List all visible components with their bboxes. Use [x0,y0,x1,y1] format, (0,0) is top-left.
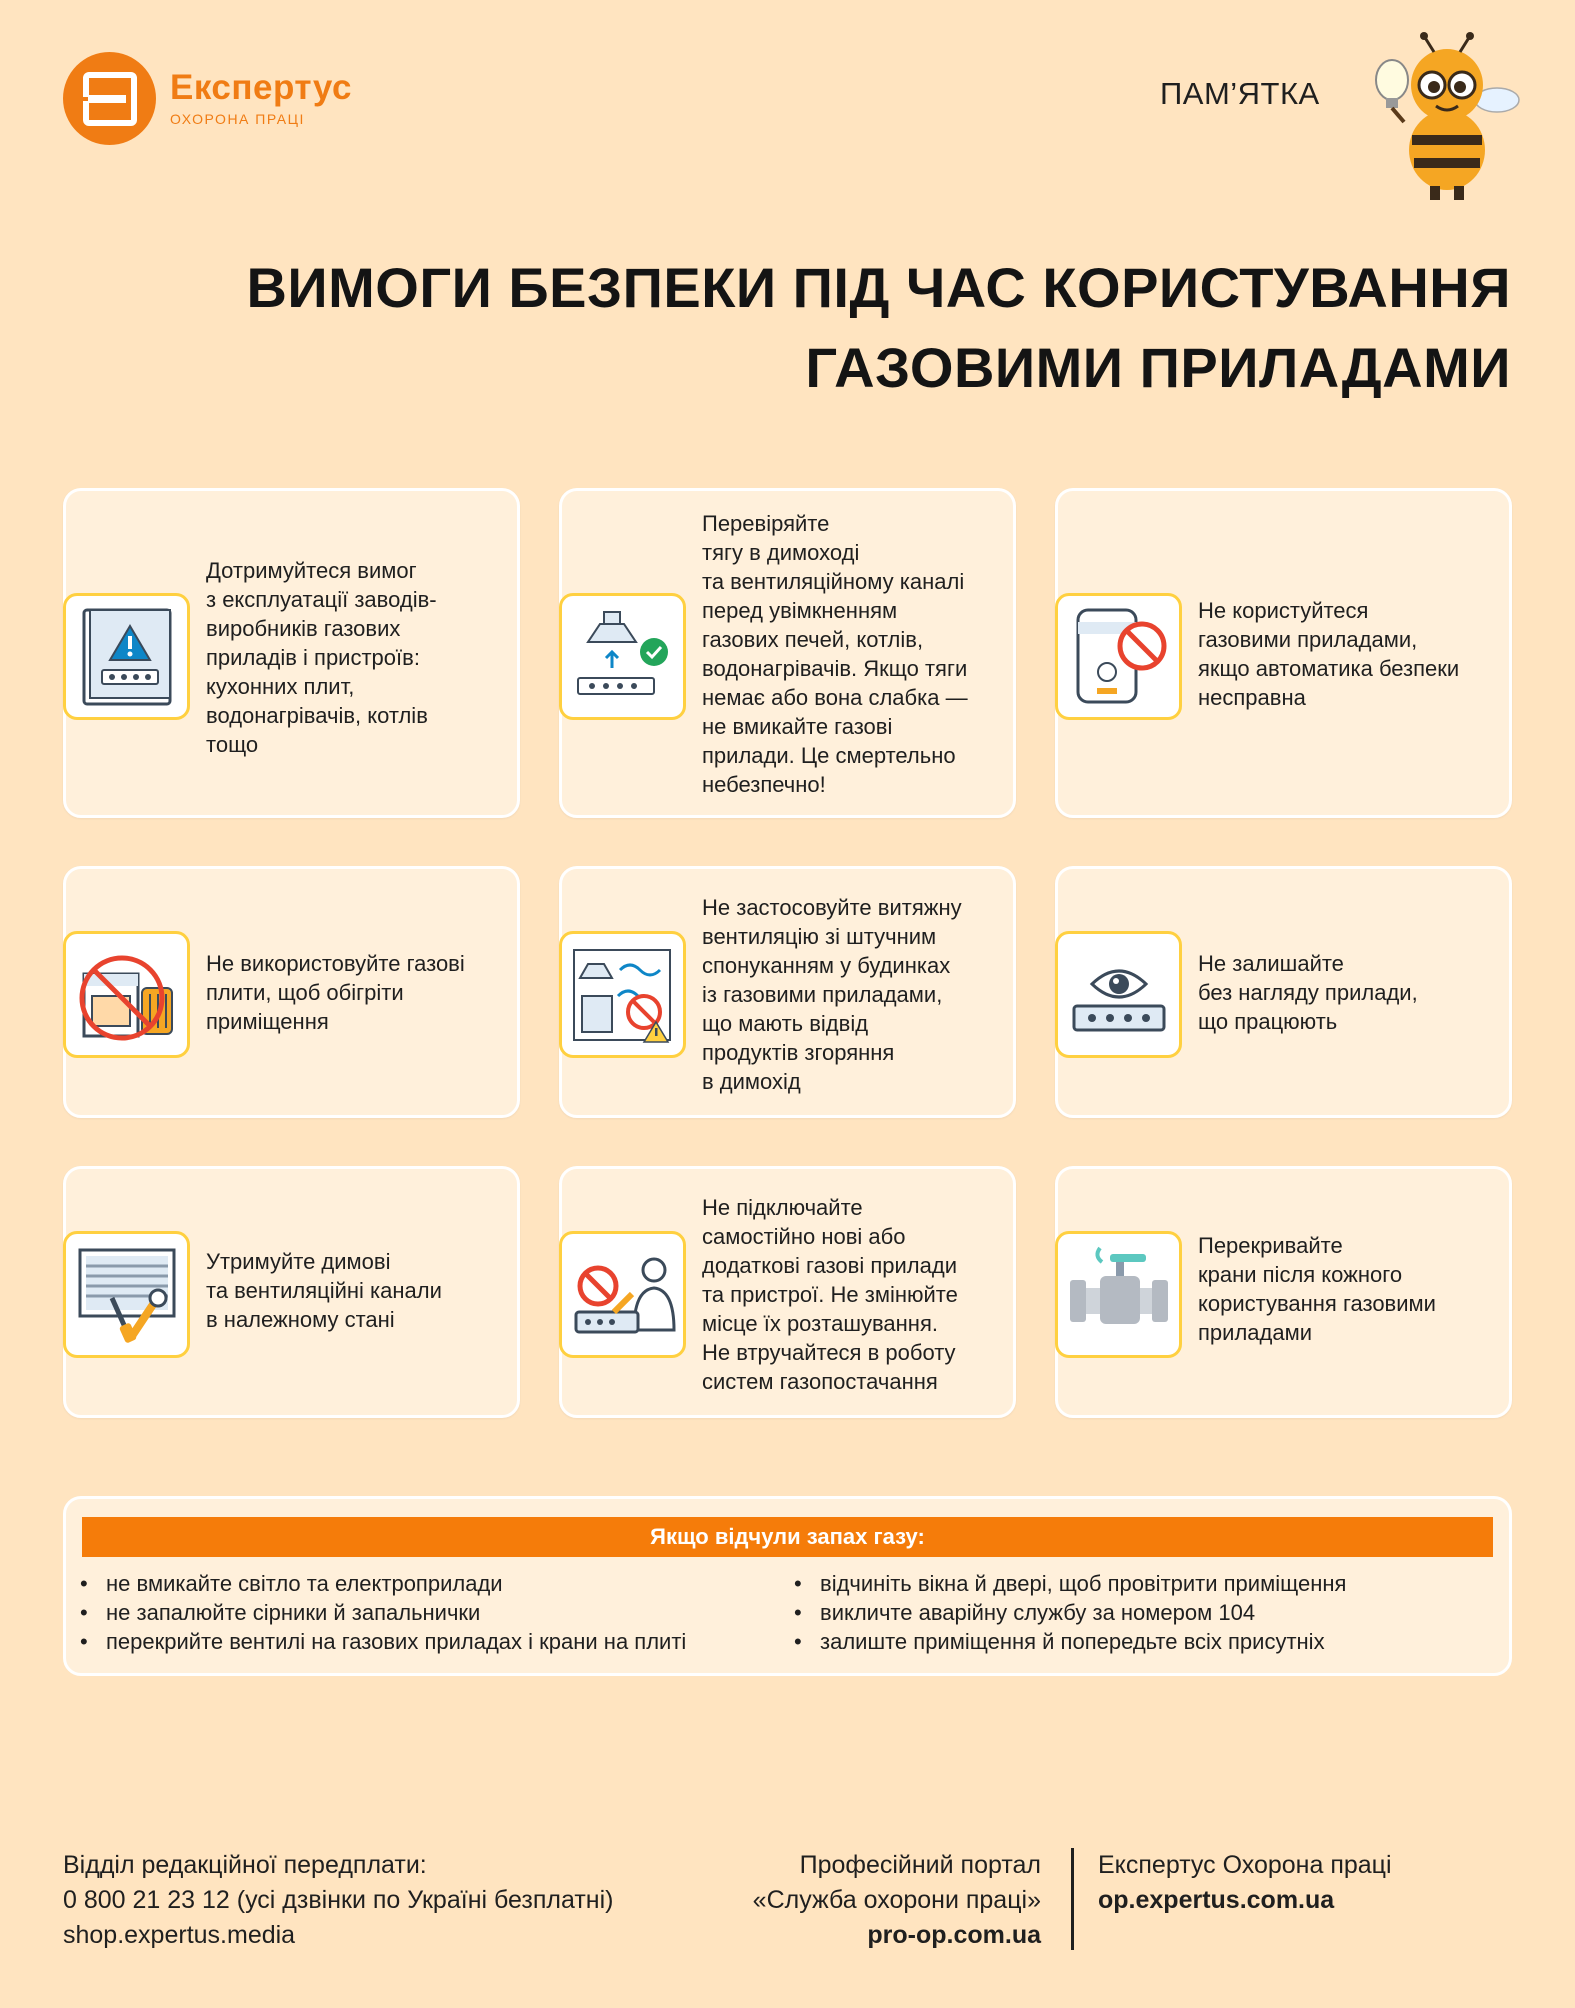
rule-card-3 [1055,488,1512,818]
footer-expertus [1098,1848,1392,1918]
gas-smell-header: Якщо відчули запах газу: [82,1517,1493,1557]
rule-card-2 [559,488,1016,818]
page-title-line-2: ГАЗОВИМИ ПРИЛАДАМИ [805,336,1511,399]
list-item: • не запалюйте сірники й запальнички [74,1598,686,1627]
stove-heating-prohibited-icon [63,931,190,1058]
footer-subscription-title: Відділ редакційної передплати: [63,1851,427,1879]
rule-text: Перевіряйте тягу в димоході та вентиляційному каналі перед увімкненням газових печей, котлів, водонагрівачів. Якщо тяги немає або вона слабка — не вмикайте газові прилади. Це смертельно небезпечно! [702,511,968,797]
memo-label: ПАМ’ЯТКА [1160,76,1320,111]
vent-tools-icon [63,1231,190,1358]
rule-card-7 [63,1166,520,1418]
footer-portal-title: Професійний портал [799,1851,1041,1879]
page-title [211,248,1511,408]
footer-portal [753,1848,1041,1953]
list-item: • відчиніть вікна й двері, щоб провітрити приміщення [788,1569,1346,1598]
rule-text: Утримуйте димові та вентиляційні канали в належному стані [206,1249,442,1332]
rule-card-4 [63,866,520,1118]
footer-expertus-link[interactable] [1098,1883,1392,1918]
footer-shop-link[interactable]: shop.expertus.media [63,1921,296,1949]
self-connection-prohibited-icon [559,1231,686,1358]
rule-text: Дотримуйтеся вимог з експлуатації заводів- виробників газових приладів і пристроїв: кухонних плит, водонагрівачів, котлів тощо [206,558,437,757]
rule-text: Перекривайте крани після кожного користування газовими приладами [1198,1233,1436,1345]
list-item: • не вмикайте світло та електроприлади [74,1569,686,1598]
footer-portal-url[interactable]: pro-op.com.ua [867,1921,1041,1949]
gas-smell-panel [63,1496,1512,1676]
rule-card-8 [559,1166,1016,1418]
eye-stove-icon [1055,931,1182,1058]
footer-subscription [63,1848,613,1953]
footer-portal-name: «Служба охорони праці» [752,1886,1041,1914]
footer-expertus-title: Експертус Охорона праці [1098,1851,1392,1879]
rule-text: Не користуйтеся газовими приладами, якщо автоматика безпеки несправна [1198,598,1460,710]
forced-ventilation-warning-icon [559,931,686,1058]
gas-valve-icon [1055,1231,1182,1358]
rule-card-1 [63,488,520,818]
list-item: • викличте аварійну службу за номером 104 [788,1598,1346,1627]
footer-portal-link[interactable] [753,1918,1041,1953]
list-item: • залиште приміщення й попередьте всіх присутніх [788,1627,1346,1656]
rule-text: Не залишайте без нагляду прилади, що працюють [1198,951,1418,1034]
rule-card-9 [1055,1166,1512,1418]
footer-divider [1071,1848,1074,1950]
list-item: • перекрийте вентилі на газових приладах і крани на плиті [74,1627,686,1656]
gas-smell-list-right [788,1569,1346,1656]
manual-warning-icon [63,593,190,720]
rule-text: Не підключайте самостійно нові або додаткові газові прилади та пристрої. Не змінюйте місце їх розташування. Не втручайтеся в роботу систем газопостачання [702,1195,958,1394]
brand-logo[interactable] [63,52,352,145]
footer-phone[interactable]: 0 800 21 23 12 (усі дзвінки по Україні безплатні) [63,1886,614,1914]
logo-subtitle: ОХОРОНА ПРАЦІ [170,111,305,127]
rule-text: Не застосовуйте витяжну вентиляцію зі штучним спонуканням у будинках із газовими приладами, що мають відвід продуктів згоряння в димохід [702,895,962,1094]
boiler-prohibited-icon [1055,593,1182,720]
gas-smell-list-left [74,1569,686,1656]
expertus-logo-icon [63,52,156,145]
hood-draft-check-icon [559,593,686,720]
page-title-line-1: ВИМОГИ БЕЗПЕКИ ПІД ЧАС КОРИСТУВАННЯ [246,256,1511,319]
rule-text: Не використовуйте газові плити, щоб обігріти приміщення [206,951,465,1034]
footer-expertus-url[interactable]: op.expertus.com.ua [1098,1886,1335,1914]
rule-card-6 [1055,866,1512,1118]
bee-mascot-icon [1352,30,1522,205]
rule-card-5 [559,866,1016,1118]
logo-name: Експертус [170,68,352,107]
